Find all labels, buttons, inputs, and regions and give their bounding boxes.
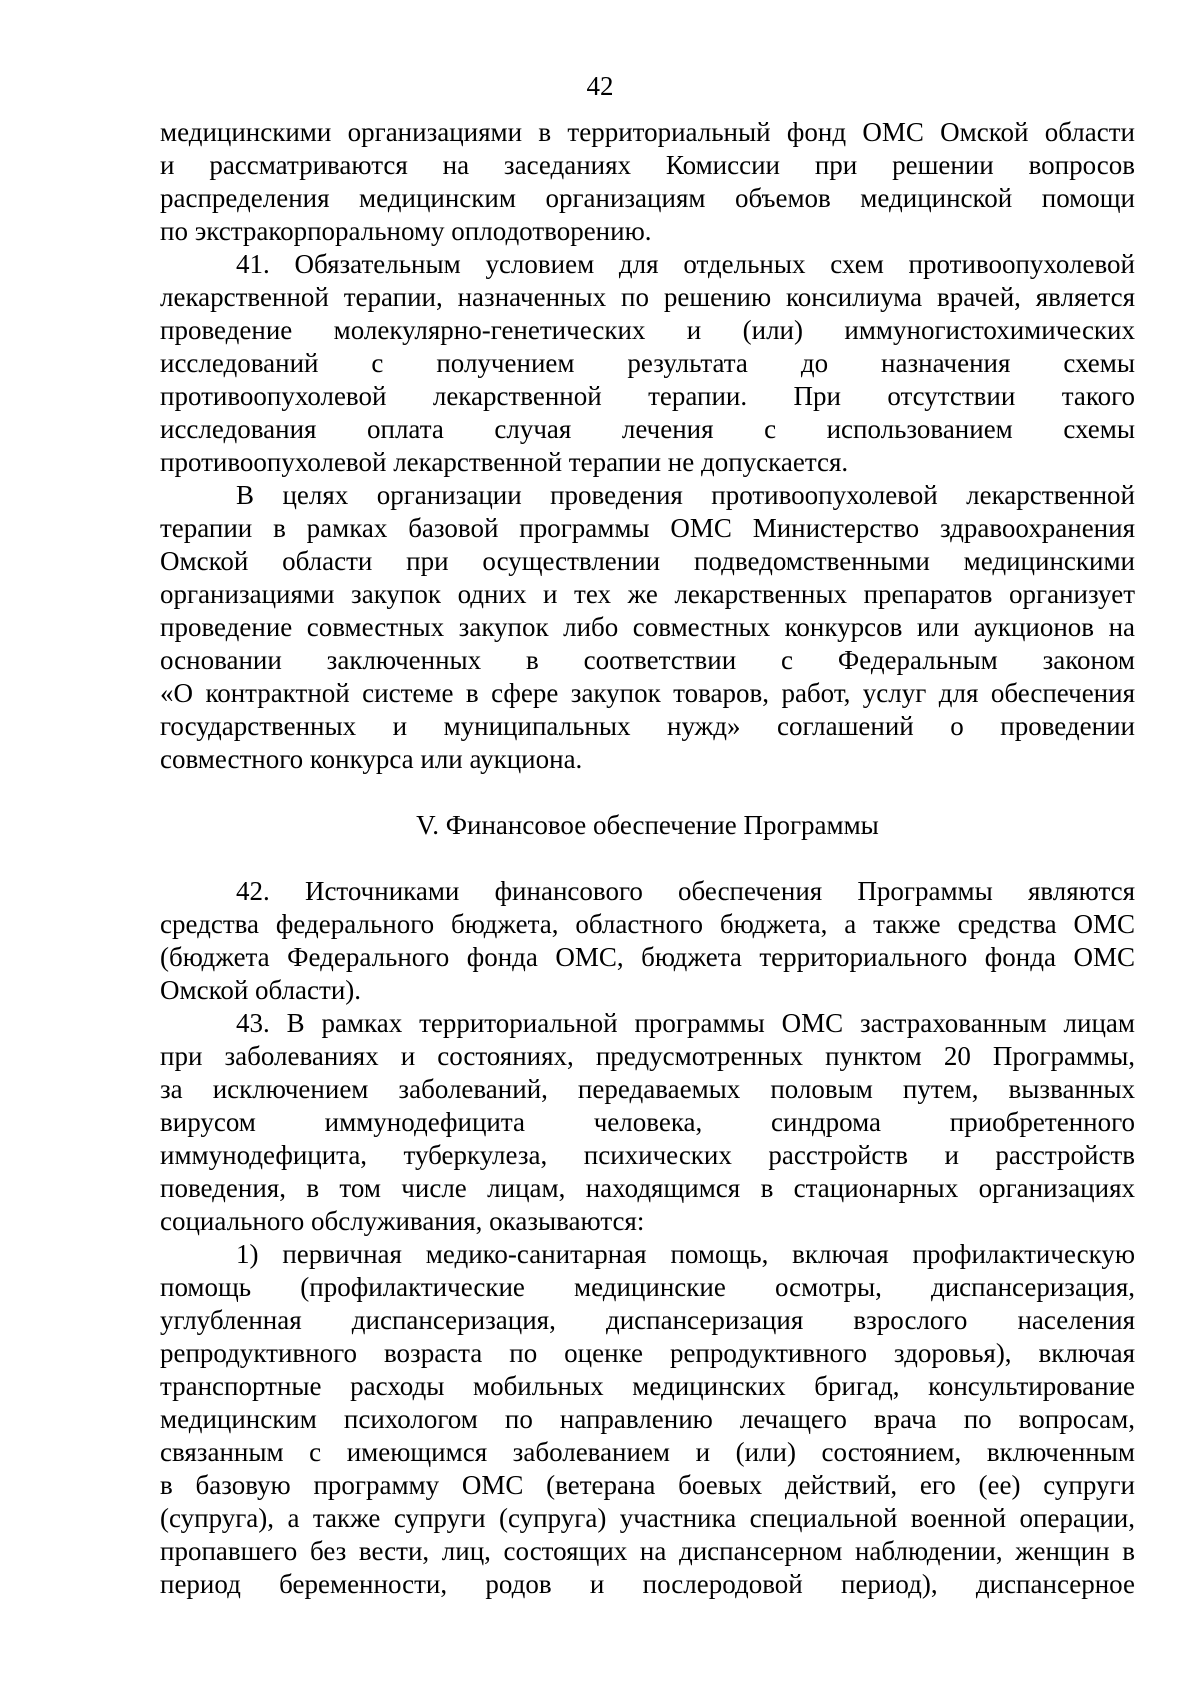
text-line: в базовую программу ОМС (ветерана боевых действий, его (ее) супруги [160, 1470, 1135, 1500]
text-line: транспортные расходы мобильных медицинских бригад, консультирование [160, 1371, 1135, 1401]
text-line: средства федерального бюджета, областного бюджета, а также средства ОМС [160, 909, 1135, 939]
text-line: проведение совместных закупок либо совместных конкурсов или аукционов на [160, 612, 1135, 642]
text-line: Омской области). [160, 975, 362, 1005]
text-line: проведение молекулярно-генетических и (или) иммуногистохимических [160, 315, 1135, 345]
text-line: иммунодефицита, туберкулеза, психических расстройств и расстройств [160, 1140, 1135, 1170]
text-line [160, 1007, 1135, 1040]
paragraph-item-43 [160, 1007, 1135, 1238]
text-line: противоопухолевой лекарственной терапии не допускается. [160, 447, 849, 477]
text-line: репродуктивного возраста по оценке репродуктивного здоровья), включая [160, 1338, 1135, 1368]
text-line: (супруга), а также супруги (супруга) участника специальной военной операции, [160, 1503, 1135, 1533]
text-line-content: 1) первичная медико-санитарная помощь, включая профилактическую [236, 1239, 1135, 1269]
paragraph-subitem-1 [160, 1238, 1135, 1601]
text-line: связанным с имеющимся заболеванием и (или) состоянием, включенным [160, 1437, 1135, 1467]
text-line: организациями закупок одних и тех же лекарственных препаратов организует [160, 579, 1135, 609]
text-line: исследований с получением результата до назначения схемы [160, 348, 1135, 378]
text-line: лекарственной терапии, назначенных по решению консилиума врачей, является [160, 282, 1135, 312]
text-line: основании заключенных в соответствии с Федеральным законом [160, 645, 1135, 675]
text-line: государственных и муниципальных нужд» соглашений о проведении [160, 711, 1135, 741]
paragraph-continuation [160, 116, 1135, 248]
text-line-content: 43. В рамках территориальной программы ОМС застрахованным лицам [236, 1008, 1135, 1038]
text-line: за исключением заболеваний, передаваемых половым путем, вызванных [160, 1074, 1135, 1104]
text-line: помощь (профилактические медицинские осмотры, диспансеризация, [160, 1272, 1135, 1302]
text-line-content: В целях организации проведения противоопухолевой лекарственной [236, 480, 1135, 510]
text-line: Омской области при осуществлении подведомственными медицинскими [160, 546, 1135, 576]
text-line [160, 479, 1135, 512]
text-line: период беременности, родов и послеродовой период), диспансерное [160, 1569, 1135, 1599]
text-line: распределения медицинским организациям объемов медицинской помощи [160, 183, 1135, 213]
text-line: исследования оплата случая лечения с использованием схемы [160, 414, 1135, 444]
text-line: медицинскими организациями в территориальный фонд ОМС Омской области [160, 117, 1135, 147]
text-line: противоопухолевой лекарственной терапии. При отсутствии такого [160, 381, 1135, 411]
text-line [160, 248, 1135, 281]
text-line: и рассматриваются на заседаниях Комиссии при решении вопросов [160, 150, 1135, 180]
paragraph-procurement [160, 479, 1135, 776]
text-line [160, 875, 1135, 908]
text-line-content: 42. Источниками финансового обеспечения Программы являются [236, 876, 1135, 906]
text-line: пропавшего без вести, лиц, состоящих на диспансерном наблюдении, женщин в [160, 1536, 1135, 1566]
text-line-content: 41. Обязательным условием для отдельных схем противоопухолевой [236, 249, 1135, 279]
text-line: «О контрактной системе в сфере закупок товаров, работ, услуг для обеспечения [160, 678, 1135, 708]
paragraph-item-41 [160, 248, 1135, 479]
text-line: социального обслуживания, оказываются: [160, 1206, 645, 1236]
section-heading: V. Финансовое обеспечение Программы [416, 810, 879, 840]
text-line: углубленная диспансеризация, диспансеризация взрослого населения [160, 1305, 1135, 1335]
text-line: (бюджета Федерального фонда ОМС, бюджета территориального фонда ОМС [160, 942, 1135, 972]
text-line: при заболеваниях и состояниях, предусмотренных пунктом 20 Программы, [160, 1041, 1135, 1071]
text-line: терапии в рамках базовой программы ОМС Министерство здравоохранения [160, 513, 1135, 543]
page-number: 42 [586, 71, 614, 101]
paragraph-item-42 [160, 875, 1135, 1007]
text-line: медицинским психологом по направлению лечащего врача по вопросам, [160, 1404, 1135, 1434]
text-line: вирусом иммунодефицита человека, синдрома приобретенного [160, 1107, 1135, 1137]
text-line: поведения, в том числе лицам, находящимся в стационарных организациях [160, 1173, 1135, 1203]
document-body [160, 116, 1135, 1601]
text-line [160, 1238, 1135, 1271]
text-line: совместного конкурса или аукциона. [160, 744, 583, 774]
text-line: по экстракорпоральному оплодотворению. [160, 216, 652, 246]
